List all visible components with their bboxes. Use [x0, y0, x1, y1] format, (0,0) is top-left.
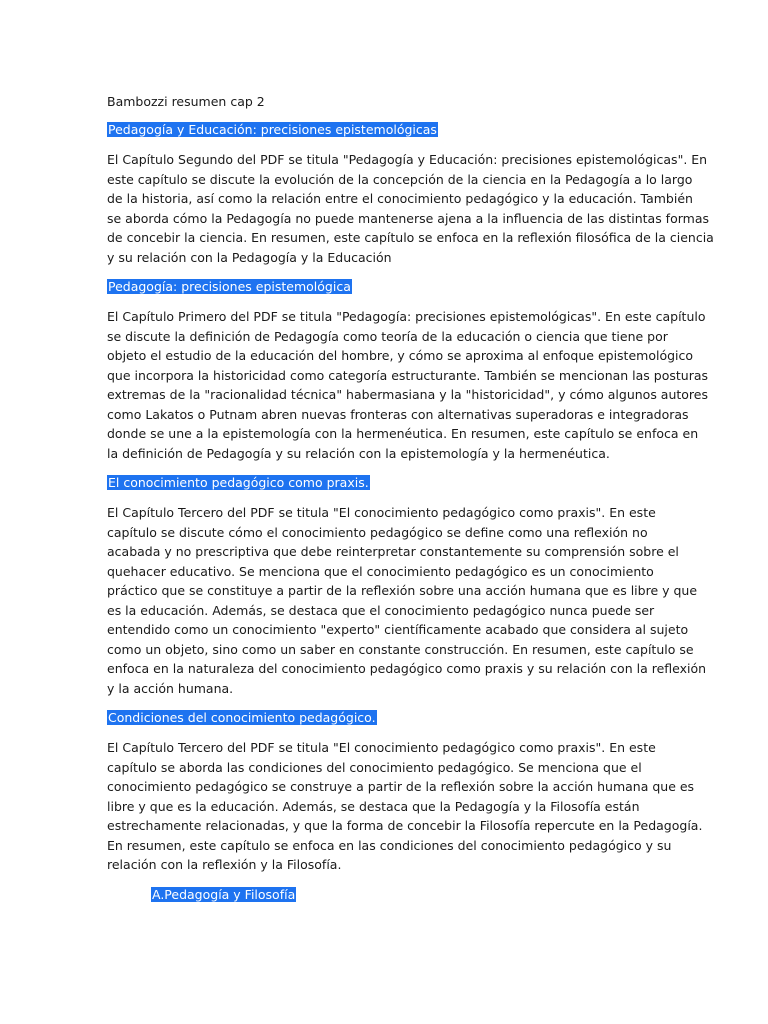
paragraph-line: donde se une a la epistemología con la hermenéutica. En resumen, este capítulo se enfoca en: [107, 426, 699, 441]
paragraph-line: quehacer educativo. Se menciona que el conocimiento pedagógico es un conocimiento: [107, 563, 654, 579]
paragraph-line: se discute la definición de Pedagogía como teoría de la educación o ciencia que tiene por: [107, 328, 668, 344]
paragraph-line: conocimiento pedagógico se construye a partir de la reflexión sobre la acción humana que es: [107, 779, 695, 794]
paragraph-line: El Capítulo Primero del PDF se titula "Pedagogía: precisiones epistemológicas". En este capítulo: [107, 309, 706, 324]
paragraph-line: se aborda cómo la Pedagogía no puede mantenerse ajena a la influencia de las distintas formas: [107, 210, 709, 226]
document-title: Bambozzi resumen cap 2: [107, 94, 265, 109]
paragraph-precisiones-epistemologica: [107, 307, 709, 463]
section-heading-condiciones[interactable]: [107, 709, 377, 726]
paragraph-line: enfoca en la naturaleza del conocimiento pedagógico como praxis y su relación con la reflexión: [107, 661, 707, 676]
paragraph-line: de la historia, así como la relación entre el conocimiento pedagógico y la educación. También: [107, 191, 693, 206]
paragraph-pedagogia-educacion: [107, 150, 714, 267]
paragraph-line: este capítulo se discute la evolución de la concepción de la ciencia en la Pedagogía a lo largo: [107, 171, 693, 187]
paragraph-line: práctico que se constituye a partir de la reflexión sobre una acción humana que es libre y que: [107, 583, 698, 598]
section-heading-precisiones-epistemologica[interactable]: [107, 278, 352, 295]
paragraph-line: de concebir la ciencia. En resumen, este capítulo se enfoca en la reflexión filosófica de la ciencia: [107, 230, 714, 245]
paragraph-line: que incorpora la historicidad como categoría estructurante. También se mencionan las posturas: [107, 367, 709, 383]
section-heading-pedagogia-filosofia[interactable]: [151, 886, 296, 903]
section-heading-pedagogia-educacion[interactable]: [107, 121, 438, 138]
paragraph-line: El Capítulo Segundo del PDF se titula "Pedagogía y Educación: precisiones epistemológicas". En: [107, 152, 708, 167]
paragraph-line: y su relación con la Pedagogía y la Educación: [107, 249, 392, 265]
paragraph-line: entendido como un conocimiento "experto" científicamente acabado que considera al sujeto: [107, 622, 689, 637]
paragraph-line: relación con la reflexión y la Filosofía.: [107, 857, 342, 872]
paragraph-condiciones: [107, 738, 703, 875]
paragraph-line: En resumen, este capítulo se enfoca en las condiciones del conocimiento pedagógico y su: [107, 837, 672, 853]
paragraph-line: libre y que es la educación. Además, se destaca que la Pedagogía y la Filosofía están: [107, 798, 640, 814]
paragraph-line: es la educación. Además, se destaca que el conocimiento pedagógico nunca puede ser: [107, 602, 655, 618]
paragraph-line: extremas de la "racionalidad técnica" habermasiana y la "historicidad", y cómo algunos autores: [107, 387, 709, 402]
paragraph-conocimiento-praxis: [107, 503, 707, 698]
highlighted-heading-text[interactable]: El conocimiento pedagógico como praxis.: [108, 475, 369, 490]
paragraph-line: la definición de Pedagogía y su relación con la epistemología y la hermenéutica.: [107, 445, 610, 461]
highlighted-heading-text[interactable]: Pedagogía: precisiones epistemológica: [108, 279, 351, 294]
paragraph-line: estrechamente relacionadas, y que la forma de concebir la Filosofía repercute en la Pedagogía.: [107, 818, 703, 833]
highlighted-heading-text[interactable]: Condiciones del conocimiento pedagógico.: [108, 710, 376, 725]
paragraph-line: como un objeto, sino como un saber en constante construcción. En resumen, este capítulo se: [107, 641, 694, 657]
paragraph-line: El Capítulo Tercero del PDF se titula "El conocimiento pedagógico como praxis". En este: [107, 505, 656, 520]
paragraph-line: objeto el estudio de la educación del hombre, y cómo se aproxima al enfoque epistemológico: [107, 348, 694, 363]
highlighted-heading-text[interactable]: A.Pedagogía y Filosofía: [152, 887, 296, 902]
paragraph-line: como Lakatos o Putnam abren nuevas fronteras con alternativas superadoras e integradoras: [107, 406, 689, 422]
paragraph-line: capítulo se discute cómo el conocimiento pedagógico se define como una reflexión no: [107, 524, 648, 540]
highlighted-heading-text[interactable]: Pedagogía y Educación: precisiones epistemológicas: [108, 122, 437, 137]
paragraph-line: acabada y no prescriptiva que debe reinterpretar constantemente su comprensión sobre el: [107, 544, 679, 559]
paragraph-line: El Capítulo Tercero del PDF se titula "El conocimiento pedagógico como praxis". En este: [107, 740, 656, 755]
section-heading-conocimiento-praxis[interactable]: [107, 474, 370, 491]
paragraph-line: y la acción humana.: [107, 680, 234, 696]
paragraph-line: capítulo se aborda las condiciones del conocimiento pedagógico. Se menciona que el: [107, 759, 642, 775]
